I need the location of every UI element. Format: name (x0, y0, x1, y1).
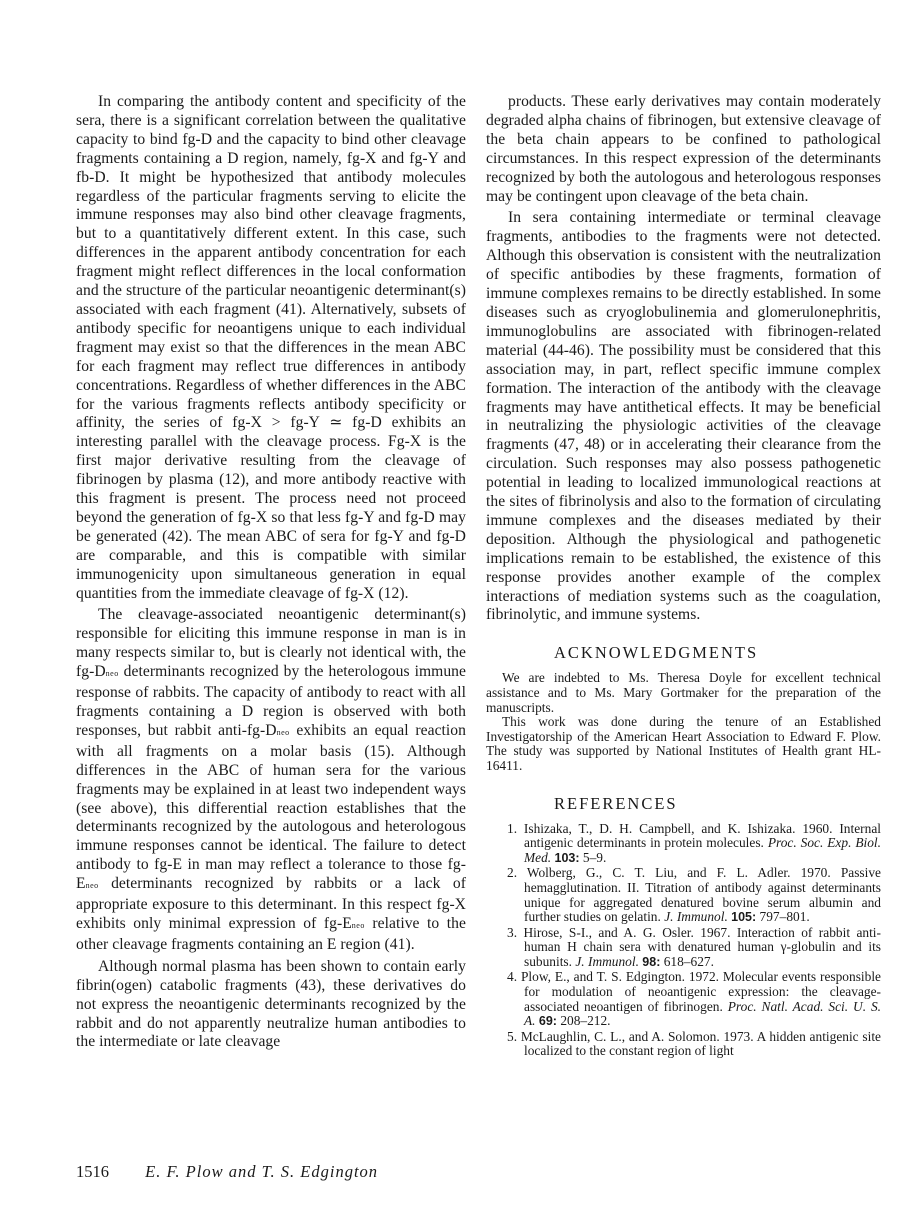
text-segment: Although normal plasma has been shown to contain early fibrin(ogen) catabolic fragments (43), these derivatives do not express the neoantigenic determinants recognized by the rabbit and do not apparently neutralize human antibodies to the intermediate or late cleavage (76, 957, 466, 1051)
text-segment: 2. Wolberg, G., C. T. Liu, and F. L. Adler. 1970. Passive hemagglutination. II. Titration of antibody against determinants unique for aggregated denatured bovine serum albumin and further studies on gelatin. (507, 865, 881, 925)
acknowledgments-heading: ACKNOWLEDGMENTS (554, 643, 759, 663)
text-segment: The cleavage-associated neoantigenic determinant(s) responsible for eliciting this immune response in man is in many respects similar to, but is clearly not identical with, the fg-D (76, 606, 466, 681)
subscript: neo (105, 669, 119, 679)
text-segment: products. These early derivatives may contain moderately degraded alpha chains of fibrinogen, but extensive cleavage of the beta chain appears to be confined to pathological circumstances. In this respect expression of the determinants recognized by both the autologous and heterologous responses may be contingent upon cleavage of the beta chain. (486, 93, 881, 205)
reference-item (500, 970, 881, 1028)
journal-name: Proc. Natl. Acad. Sci. U. S. A. (524, 998, 882, 1029)
volume-number: 105: (731, 910, 757, 925)
text-segment: 618–627. (660, 953, 714, 969)
body-paragraph (76, 606, 466, 954)
funding-text: This work was done during the tenure of an Established Investigatorship of the American Heart Association to Edward F. Plow. The study was supported by National Institutes of Health grant HL-16411. (486, 714, 881, 773)
volume-number: 98: (642, 954, 661, 969)
body-paragraph (486, 209, 881, 625)
references-heading: REFERENCES (554, 793, 678, 813)
reference-item (500, 866, 881, 924)
page-footer (76, 1162, 378, 1182)
left-column (76, 93, 466, 1055)
text-segment: In comparing the antibody content and specificity of the sera, there is a significant correlation between the qualitative capacity to bind fg-D and the capacity to bind other cleavage fragments containing a D region, namely, fg-X and fg-Y and fb-D. It might be hypothesized that antibody molecules regardless of the particular fragments serving to elicite the immune responses may also bind other cleavage fragments, but to a quantitatively different extent. In this case, such differences in the apparent antibody concentration for each fragment might reflect differences in the local conformation and the structure of the particular neoantigenic determinant(s) associated with each fragment (41). Alternatively, subsets of antibody specific for neoantigens unique to each individual fragment may exist so that the differences in the mean ABC for each fragment may reflect true differences in antibody concentrations. Regardless of whether differences in the ABC for the various fragments reflects antibody specificity or affinity, the series of fg-X > fg-Y ≃ fg-D exhibits an interesting parallel with the cleavage process. Fg-X is the first major derivative resulting from the cleavage of fibrinogen by plasma (12), and more antibody reactive with this fragment is present. The process need not proceed beyond the generation of fg-X so that less fg-Y and fg-D may be generated (42). The mean ABC of sera for fg-Y and fg-D are comparable, and this is compatible with similar immunogenicity upon simultaneous generation in equal quantities from the immediate cleavage of fg-X (12). (76, 93, 466, 602)
right-column (486, 93, 881, 1060)
subscript: neo (85, 881, 99, 891)
acknowledgments-text: We are indebted to Ms. Theresa Doyle for excellent technical assistance and to Ms. Mary Gortmaker for the preparation of the manuscripts. (486, 670, 881, 715)
reference-item (500, 1030, 881, 1059)
text-segment: relative to the other cleavage fragments containing an E region (41). (76, 914, 466, 953)
text-segment: 208–212. (556, 1013, 611, 1029)
text-segment: 4. Plow, E., and T. S. Edgington. 1972. Molecular events responsible for modulation of neoantigenic expression: the cleavage-associated neoantigen of fibrinogen. (507, 969, 881, 1014)
running-authors: E. F. Plow and T. S. Edgington (145, 1162, 379, 1181)
subscript: neo (276, 727, 290, 737)
text-segment: 1. Ishizaka, T., D. H. Campbell, and K. Ishizaka. 1960. Internal antigenic determinants in protein molecules. (507, 820, 881, 851)
body-paragraph (76, 958, 466, 1053)
text-segment: exhibits an equal reaction with all fragments on a molar basis (15). Although differences in the ABC of human sera for the various fragments may be explained in at least two independent ways (see above), this differential reaction establishes that the determinants recognized by the autologous and heterologous immune responses cannot be identical. The failure to detect antibody to fg-E in man may reflect a tolerance to those fg-E (76, 721, 467, 893)
discussion-text (486, 93, 881, 625)
reference-item (500, 926, 881, 970)
references-list (486, 822, 881, 1060)
subscript: neo (351, 920, 365, 930)
text-segment: determinants recognized by rabbits or a lack of appropriate exposure to this determinant. In this respect fg-X exhibits only minimal expression of fg-E (76, 875, 466, 932)
journal-name: J. Immunol. (575, 953, 639, 969)
text-segment: 3. Hirose, S-I., and A. G. Osler. 1967. Interaction of rabbit anti-human H chain sera with denatured human γ-globulin and its subunits. (507, 924, 881, 969)
text-segment: 797–801. (756, 909, 810, 925)
body-paragraph (76, 93, 466, 603)
journal-name: Proc. Soc. Exp. Biol. Med. (524, 835, 881, 865)
text-segment: 5–9. (579, 849, 607, 865)
journal-name: J. Immunol. (664, 909, 728, 925)
volume-number: 69: (538, 1014, 557, 1029)
text-segment: In sera containing intermediate or terminal cleavage fragments, antibodies to the fragments were not detected. Although this observation is consistent with the neutralization of specific antibodies by these fragments, formation of immune complexes remains to be directly established. In some diseases such as cryoglobulinemia and glomerulonephritis, immunoglobulins are associated with fibrinogen-related material (44-46). The possibility must be considered that this association may, in part, reflect specific immune complex formation. The interaction of the antibody with the cleavage fragments may have antithetical effects. It may be beneficial in neutralizing the physiologic activities of the cleavage fragments (47, 48) or in accelerating their clearance from the circulation. Such responses may also possess pathogenetic potential in leading to localized immunological reactions at the sites of fibrinolysis and also to the formation of circulating immune complexes and the diseases mediated by their deposition. Although the physiological and pathogenetic implications remain to be established, the existence of this response provides another example of the complex interactions of mediation systems such as the coagulation, fibrinolytic, and immune systems. (486, 209, 881, 624)
text-segment: determinants recognized by the heterologous immune response of rabbits. The capacity of antibody to react with all fragments containing a D region is observed with both responses, but rabbit anti-fg-D (76, 663, 466, 739)
volume-number: 103: (554, 850, 580, 865)
reference-item (500, 822, 881, 866)
text-segment: 5. McLaughlin, C. L., and A. Solomon. 1973. A hidden antigenic site localized to the constant region of light (507, 1028, 881, 1059)
body-paragraph (486, 93, 881, 206)
page-number: 1516 (76, 1162, 109, 1181)
